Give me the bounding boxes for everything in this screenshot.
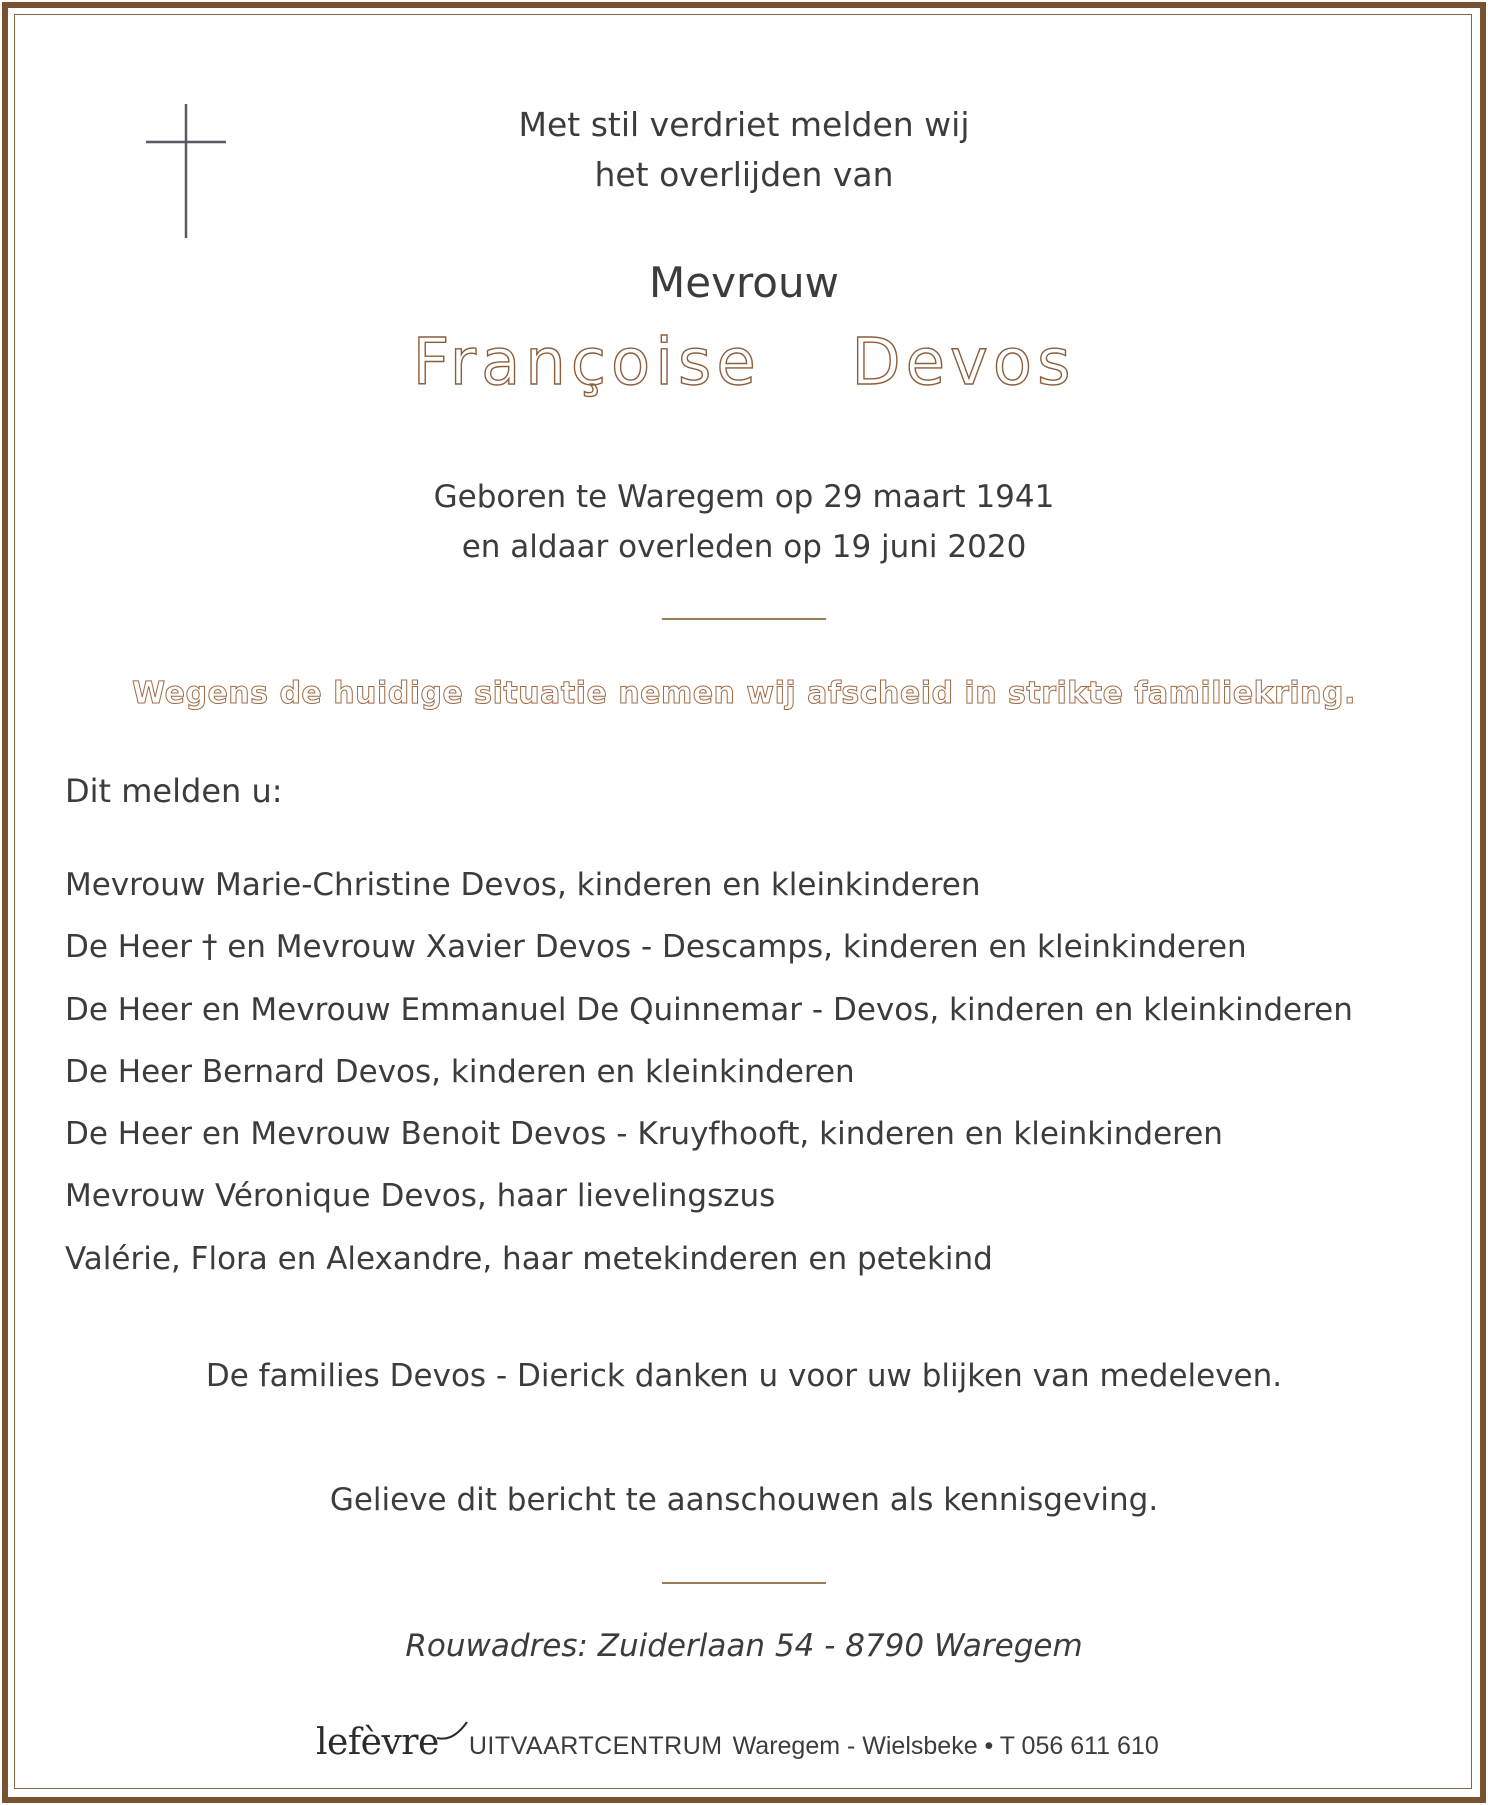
announcers-label: Dit melden u: <box>65 772 283 810</box>
family-member: Mevrouw Véronique Devos, haar lievelingszus <box>65 1178 776 1215</box>
notice-statement: Gelieve dit bericht te aanschouwen als kennisgeving. <box>329 1482 1159 1518</box>
mourning-address: Rouwadres: Zuiderlaan 54 - 8790 Waregem <box>405 1628 1083 1664</box>
family-member: Valérie, Flora en Alexandre, haar metekinderen en petekind <box>65 1240 993 1277</box>
life-dates <box>0 472 1488 572</box>
funeral-home-logo: lefèvre <box>316 1722 439 1763</box>
family-member: De Heer en Mevrouw Emmanuel De Quinnemar - Devos, kinderen en kleinkinderen <box>65 991 1353 1028</box>
intro-line-2: het overlijden van <box>594 155 894 194</box>
swoosh-icon <box>435 1720 469 1742</box>
divider-top <box>662 618 826 620</box>
thanks-text: De families Devos - Dierick danken u voor uw blijken van medeleven. <box>205 1358 1283 1394</box>
family-member: Mevrouw Marie-Christine Devos, kinderen en kleinkinderen <box>65 867 981 903</box>
family-list <box>65 854 1353 1290</box>
family-member: De Heer † en Mevrouw Xavier Devos - Descamps, kinderen en kleinkinderen <box>65 929 1247 966</box>
deceased-title: Mevrouw <box>649 258 839 307</box>
divider-bottom <box>662 1582 826 1584</box>
funeral-home-name: UITVAARTCENTRUM <box>468 1732 723 1760</box>
funeral-home-contact: Waregem - Wielsbeke • T 056 611 610 <box>732 1732 1159 1760</box>
deceased-name: Françoise Devos <box>412 326 1076 400</box>
family-member: De Heer en Mevrouw Benoit Devos - Kruyfhooft, kinderen en kleinkinderen <box>65 1116 1223 1153</box>
family-member: De Heer Bernard Devos, kinderen en kleinkinderen <box>65 1053 855 1090</box>
farewell-notice: Wegens de huidige situatie nemen wij afscheid in strikte familiekring. <box>132 676 1356 711</box>
intro-line-1: Met stil verdriet melden wij <box>518 105 970 144</box>
funeral-home-footer <box>316 1720 1159 1764</box>
birth-line: Geboren te Waregem op 29 maart 1941 <box>433 479 1055 515</box>
death-line: en aldaar overleden op 19 juni 2020 <box>461 529 1027 565</box>
intro-text <box>0 100 1488 200</box>
